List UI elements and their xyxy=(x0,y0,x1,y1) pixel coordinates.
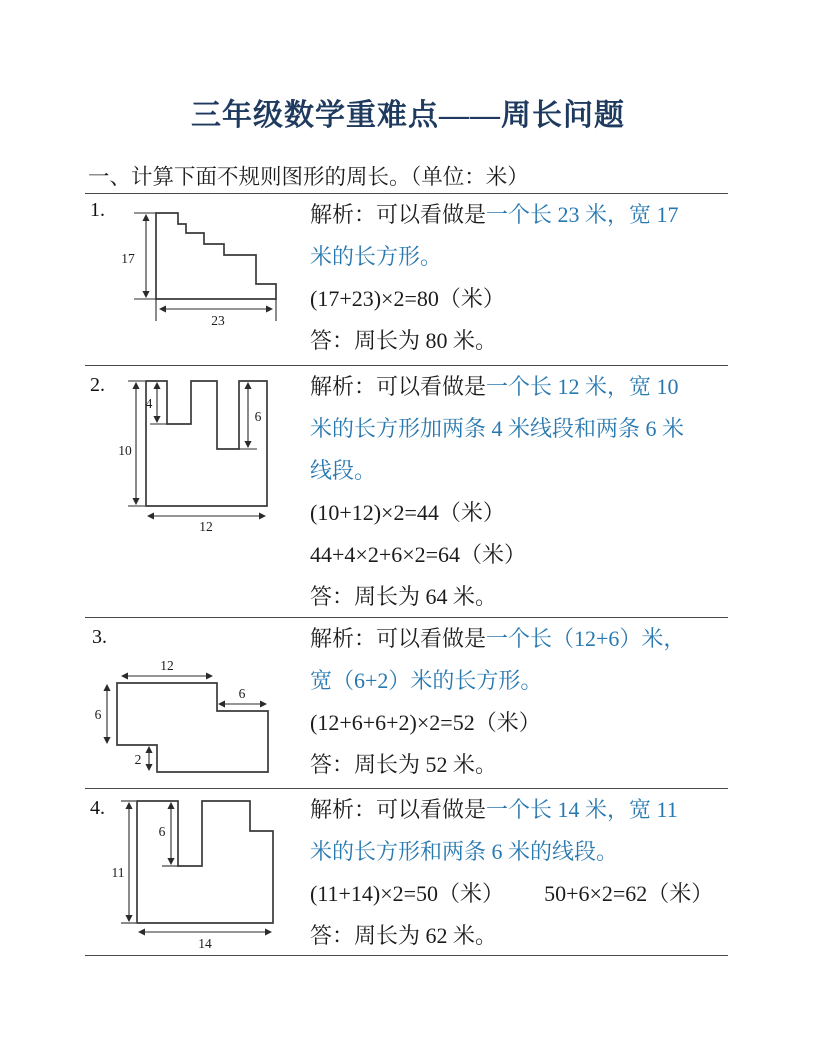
zigzag-step-figure xyxy=(92,654,292,786)
dim-label-notch-depth: 6 xyxy=(158,824,166,839)
staircase-figure xyxy=(108,203,298,329)
problem-row-2 xyxy=(85,365,728,617)
problems-table xyxy=(85,193,728,956)
problem-4-figure-area xyxy=(85,789,310,957)
analysis-label: 解析：可以看做是 xyxy=(310,797,487,822)
single-notch-step-figure xyxy=(110,791,320,951)
dim-label-left-height: 6 xyxy=(94,707,102,722)
double-notch-figure xyxy=(116,366,316,534)
analysis-label: 解析：可以看做是 xyxy=(310,202,487,227)
answer-line: 答：周长为 62 米。 xyxy=(310,923,498,948)
equation-line: (17+23)×2=80（米） xyxy=(310,286,505,311)
problem-number: 2. xyxy=(90,374,105,396)
section-heading: 一、计算下面不规则图形的周长。（单位：米） xyxy=(88,165,529,189)
dim-label-height: 17 xyxy=(121,251,135,266)
dim-label-top-width: 12 xyxy=(160,658,174,673)
analysis-continuation: 米的长方形。 xyxy=(310,244,443,269)
analysis-highlight: 一个长（12+6）米， xyxy=(486,626,686,651)
analysis-continuation: 线段。 xyxy=(310,458,377,483)
problem-number: 4. xyxy=(90,797,105,819)
dim-label-width: 23 xyxy=(211,313,225,328)
answer-line: 答：周长为 52 米。 xyxy=(310,752,498,777)
analysis-line xyxy=(310,194,730,236)
page-title: 三年级数学重难点——周长问题 xyxy=(191,99,625,132)
analysis-highlight: 一个长 12 米，宽 10 xyxy=(486,374,679,399)
problem-2-solution xyxy=(310,366,730,618)
problem-3-figure-area xyxy=(85,618,310,788)
problem-row-1 xyxy=(85,193,728,365)
dim-label-width: 14 xyxy=(198,936,212,951)
equation-1: (11+14)×2=50（米） xyxy=(310,881,505,906)
analysis-highlight: 一个长 23 米，宽 17 xyxy=(486,202,679,227)
analysis-line xyxy=(310,618,730,660)
dim-label-notch-left: 4 xyxy=(145,396,153,411)
problem-2-figure-area xyxy=(85,366,310,618)
analysis-line xyxy=(310,789,730,831)
answer-line: 答：周长为 80 米。 xyxy=(310,328,498,353)
problem-number: 1. xyxy=(90,199,105,221)
equation-line: (12+6+6+2)×2=52（米） xyxy=(310,710,541,735)
equation-line xyxy=(310,873,730,915)
problem-1-figure-area xyxy=(85,194,310,365)
dim-label-notch-right: 6 xyxy=(254,409,262,424)
problem-number: 3. xyxy=(92,626,107,648)
analysis-highlight: 一个长 14 米，宽 11 xyxy=(486,797,678,822)
analysis-line xyxy=(310,366,730,408)
problem-3-solution xyxy=(310,618,730,788)
dim-label-right-width: 6 xyxy=(238,686,246,701)
equation-2: 50+6×2=62（米） xyxy=(544,881,714,906)
problem-row-4 xyxy=(85,788,728,955)
dim-label-step-height: 2 xyxy=(134,752,142,767)
analysis-continuation: 米的长方形加两条 4 米线段和两条 6 米 xyxy=(310,416,685,441)
dim-label-height: 11 xyxy=(111,865,125,880)
dim-label-height: 10 xyxy=(118,443,132,458)
dim-label-width: 12 xyxy=(199,519,213,534)
equation-line: 44+4×2+6×2=64（米） xyxy=(310,542,527,567)
analysis-continuation: 宽（6+2）米的长方形。 xyxy=(310,668,543,693)
problem-row-3 xyxy=(85,617,728,788)
analysis-label: 解析：可以看做是 xyxy=(310,626,487,651)
analysis-continuation: 米的长方形和两条 6 米的线段。 xyxy=(310,839,619,864)
analysis-label: 解析：可以看做是 xyxy=(310,374,487,399)
answer-line: 答：周长为 64 米。 xyxy=(310,584,498,609)
problem-1-solution xyxy=(310,194,730,365)
equation-line: (10+12)×2=44（米） xyxy=(310,500,505,525)
problem-4-solution xyxy=(310,789,730,957)
